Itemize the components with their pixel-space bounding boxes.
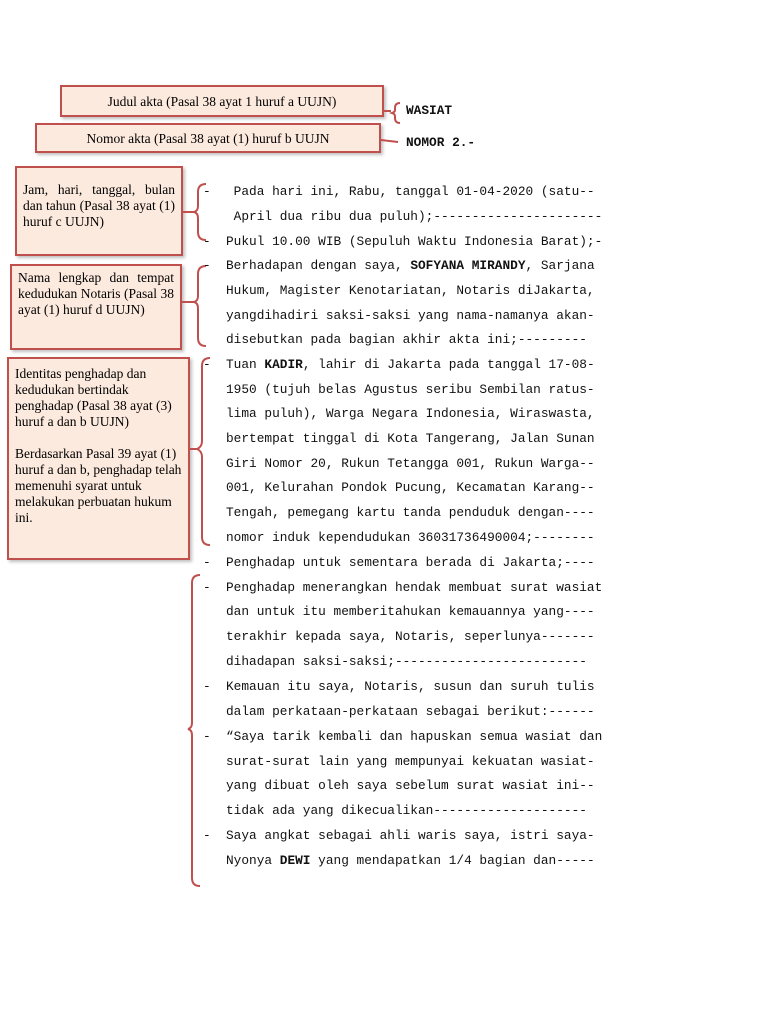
line-23: “Saya tarik kembali dan hapuskan semua wasiat dan <box>226 729 603 744</box>
bullet-dash: - <box>203 234 211 249</box>
line-4-a: Berhadapan dengan saya, <box>226 258 411 273</box>
line-7: disebutkan pada bagian akhir akta ini;--------- <box>226 332 587 347</box>
line-11: bertempat tinggal di Kota Tangerang, Jalan Sunan <box>226 431 595 446</box>
bullet-dash: - <box>203 357 211 372</box>
bullet-dash: - <box>203 679 211 694</box>
penghadap-name: KADIR <box>264 357 303 372</box>
heir-name: DEWI <box>279 853 311 868</box>
line-14: Tengah, pemegang kartu tanda penduduk dengan---- <box>226 505 595 520</box>
line-8 <box>226 355 595 375</box>
line-6: yangdihadiri saksi-saksi yang nama-namanya akan- <box>226 308 595 323</box>
line-28-a: Nyonya <box>226 853 280 868</box>
line-9: 1950 (tujuh belas Agustus seribu Sembilan ratus- <box>226 382 595 397</box>
bullet-dash: - <box>203 555 211 570</box>
line-28-b: yang mendapatkan 1/4 bagian dan----- <box>310 853 595 868</box>
line-5: Hukum, Magister Kenotariatan, Notaris diJakarta, <box>226 283 595 298</box>
bracket-nama <box>194 266 206 346</box>
line-26: tidak ada yang dikecualikan-------------------- <box>226 803 587 818</box>
document-title: WASIAT <box>406 103 453 118</box>
line-19: terakhir kepada saya, Notaris, seperlunya------- <box>226 629 595 644</box>
bullet-dash: - <box>203 258 211 273</box>
arrow-number <box>381 140 398 142</box>
line-15: nomor induk kependudukan 36031736490004;-------- <box>226 530 595 545</box>
line-24: surat-surat lain yang mempunyai kekuatan wasiat- <box>226 754 595 769</box>
line-27: Saya angkat sebagai ahli waris saya, istri saya- <box>226 828 595 843</box>
annotation-judul-akta: Judul akta (Pasal 38 ayat 1 huruf a UUJN) <box>60 85 384 117</box>
line-18: dan untuk itu memberitahukan kemauannya yang---- <box>226 604 595 619</box>
line-21: Kemauan itu saya, Notaris, susun dan suruh tulis <box>226 679 595 694</box>
line-8-b: , lahir di Jakarta pada tanggal 17-08- <box>302 357 595 372</box>
line-16: Penghadap untuk sementara berada di Jakarta;---- <box>226 555 595 570</box>
annotation-nama-notaris: Nama lengkap dan tempat kedudukan Notaris (Pasal 38 ayat (1) huruf d UUJN) <box>10 264 182 350</box>
line-3: Pukul 10.00 WIB (Sepuluh Waktu Indonesia Barat);- <box>226 234 603 249</box>
line-25: yang dibuat oleh saya sebelum surat wasiat ini-- <box>226 778 595 793</box>
bracket-identitas <box>197 358 210 545</box>
line-2: April dua ribu dua puluh);---------------------- <box>226 209 603 224</box>
line-28 <box>226 851 595 871</box>
annotation-berdasarkan-text: Berdasarkan Pasal 39 ayat (1) huruf a dan b, penghadap telah memenuhi syarat untuk melakukan perbuatan hukum ini. <box>15 446 182 525</box>
line-1: Pada hari ini, Rabu, tanggal 01-04-2020 (satu-- <box>226 184 595 199</box>
line-17: Penghadap menerangkan hendak membuat surat wasiat <box>226 580 603 595</box>
line-8-a: Tuan <box>226 357 265 372</box>
line-20: dihadapan saksi-saksi;------------------------- <box>226 654 587 669</box>
bracket-bottom <box>188 575 200 886</box>
line-13: 001, Kelurahan Pondok Pucung, Kecamatan Karang-- <box>226 480 595 495</box>
annotation-identitas-text: Identitas penghadap dan kedudukan bertindak penghadap (Pasal 38 ayat (3) huruf a dan b UUJN) <box>15 366 172 429</box>
bullet-dash: - <box>203 729 211 744</box>
bullet-dash: - <box>203 184 211 199</box>
notaris-name: SOFYANA MIRANDY <box>410 258 526 273</box>
line-4 <box>226 256 595 276</box>
bullet-dash: - <box>203 828 211 843</box>
line-12: Giri Nomor 20, Rukun Tetangga 001, Rukun Warga-- <box>226 456 595 471</box>
annotation-jam-hari-tanggal: Jam, hari, tanggal, bulan dan tahun (Pasal 38 ayat (1) huruf c UUJN) <box>15 166 183 256</box>
bullet-dash: - <box>203 580 211 595</box>
line-10: lima puluh), Warga Negara Indonesia, Wiraswasta, <box>226 406 595 421</box>
document-number: NOMOR 2.- <box>406 135 476 150</box>
line-22: dalam perkataan-perkataan sebagai berikut:------ <box>226 704 595 719</box>
document-body <box>226 182 603 868</box>
bracket-title <box>392 103 400 123</box>
line-4-b: , Sarjana <box>525 258 595 273</box>
annotation-nomor-akta: Nomor akta (Pasal 38 ayat (1) huruf b UUJN <box>35 123 381 153</box>
